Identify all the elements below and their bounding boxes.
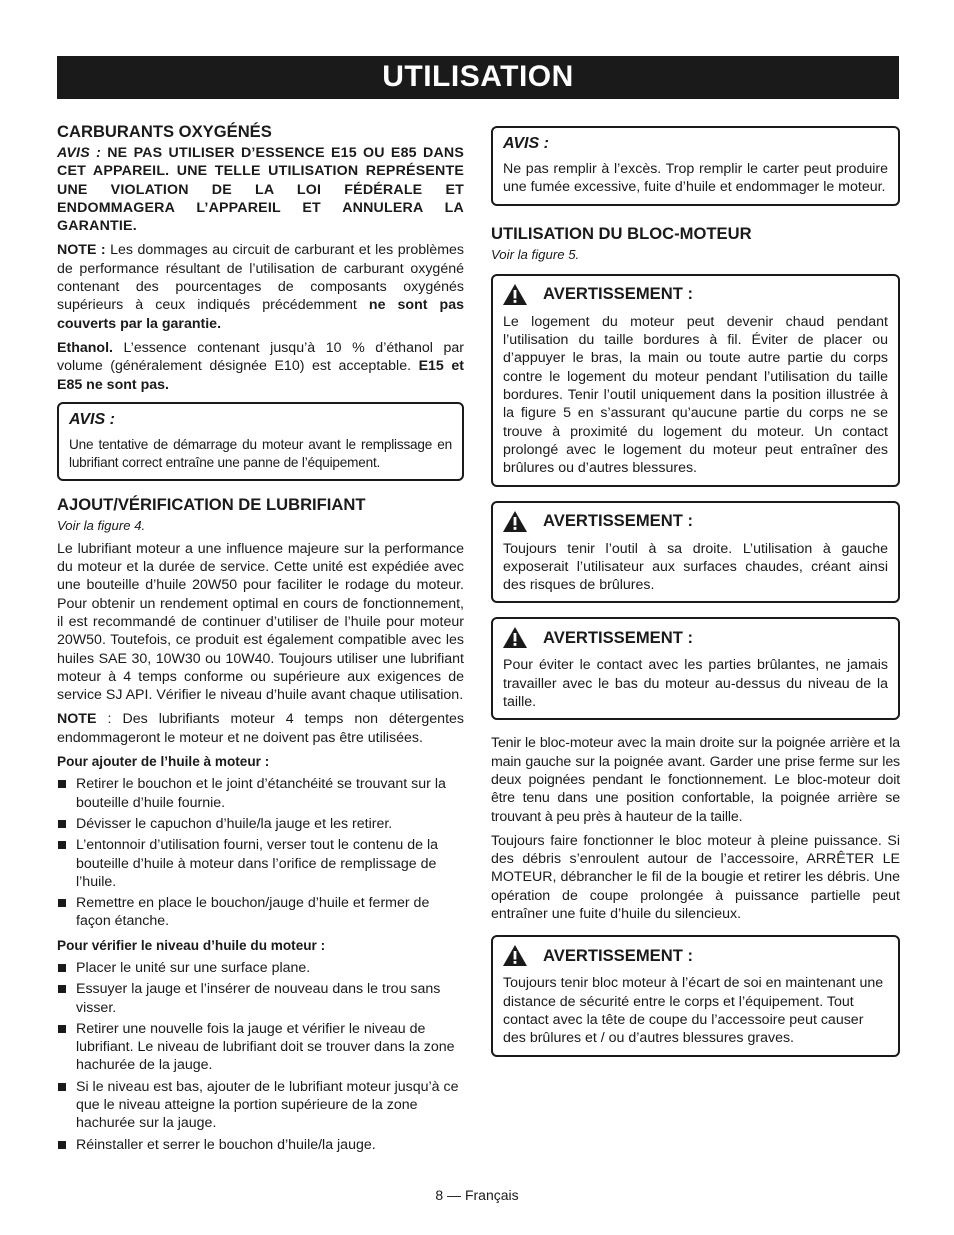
avis-fuel-warning bbox=[57, 144, 464, 235]
section-heading-lubrifiant: AJOUT/VÉRIFICATION DE LUBRIFIANT bbox=[57, 495, 366, 515]
avis-box-title: AVIS : bbox=[69, 410, 115, 428]
note-detergent bbox=[57, 710, 464, 747]
handling-paragraph: Tenir le bloc-moteur avec la main droite sur la poignée arrière et la main gauche sur la poignée avant. Garder une prise ferme sur les deux poignées pendant le fonctionnement. Le bloc-moteur doit être tenu dans une position confortable, la poignée arrière se trouvant à peu près à hauteur de la taille. bbox=[491, 735, 900, 825]
ethanol-bold: E15 et E85 ne sont pas. bbox=[57, 358, 464, 393]
warning-icon bbox=[503, 284, 527, 305]
note-text: : Des lubrifiants moteur 4 temps non détergentes endommageront le moteur et ne doivent pas être utilisées. bbox=[57, 711, 464, 746]
note-paragraph bbox=[57, 241, 464, 332]
note-label: NOTE : bbox=[57, 242, 106, 259]
list-item: Dévisser le capuchon d’huile/la jauge et les retirer. bbox=[57, 815, 464, 833]
warning-box-2 bbox=[491, 501, 900, 604]
check-oil-list bbox=[57, 959, 464, 1154]
figure-ref: Voir la figure 4. bbox=[57, 518, 146, 534]
warning-title bbox=[503, 511, 888, 532]
warning-title bbox=[503, 284, 888, 305]
list-item: Si le niveau est bas, ajouter de le lubrifiant moteur jusqu’à ce que le niveau atteigne la portion supérieure de la zone hachurée sur la jauge. bbox=[57, 1078, 464, 1133]
warning-icon bbox=[503, 511, 527, 532]
list-item: Placer le unité sur une surface plane. bbox=[57, 959, 464, 977]
warning-title bbox=[503, 627, 888, 648]
right-column bbox=[491, 126, 900, 1071]
list-item: Retirer le bouchon et le joint d’étanchéité se trouvant sur la bouteille d’huile fournie. bbox=[57, 775, 464, 812]
power-paragraph: Toujours faire fonctionner le bloc moteur à pleine puissance. Si des débris s’enroulent autour de l’accessoire, ARRÊTER LE MOTEUR, débrancher le fil de la bougie et retirer les débris. Une opération de coupe prolongée à puissance partielle peut entraîner une fuite d’huile du silencieux. bbox=[491, 832, 900, 923]
list-item: Réinstaller et serrer le bouchon d’huile/la jauge. bbox=[57, 1136, 464, 1154]
avis-text: NE PAS UTILISER D’ESSENCE E15 OU E85 DANS CET APPAREIL. UNE TELLE UTILISATION REPRÉSENTE UNE VIOLATION DE LA LOI FÉDÉRALE ET ENDOMMAGERA L’APPAREIL ET ANNULERA LA GARANTIE. bbox=[57, 145, 464, 235]
check-oil-heading: Pour vérifier le niveau d’huile du moteur : bbox=[57, 937, 326, 953]
page-footer bbox=[0, 1186, 954, 1204]
warning-label: AVERTISSEMENT : bbox=[543, 945, 693, 965]
warning-label: AVERTISSEMENT : bbox=[543, 627, 693, 647]
page-number: 8 — Français bbox=[435, 1187, 519, 1203]
warning-text: Le logement du moteur peut devenir chaud pendant l’utilisation du taille bordures à fil. Éviter de placer ou d’appuyer le bras, la main ou toute autre partie du corps contre le logement du moteur pendant l’utilisation du taille bordures. Tenir l’outil uniquement dans la position illustrée à la figure 5 en s’assurant qu’aucune partie du corps ne se trouve à proximité du logement du moteur. Un contact prolongé avec le logement du moteur peut entraîner des brûlures ou d’autres blessures. bbox=[503, 313, 888, 477]
page-title: UTILISATION bbox=[382, 60, 574, 94]
warning-icon bbox=[503, 945, 527, 966]
ethanol-paragraph bbox=[57, 339, 464, 394]
ethanol-text: L’essence contenant jusqu’à 10 % d’éthanol par volume (généralement désignée E10) est acceptable. bbox=[57, 339, 464, 375]
avis-box-title: AVIS : bbox=[503, 135, 549, 152]
page-banner bbox=[57, 56, 899, 99]
list-item: Retirer une nouvelle fois la jauge et vérifier le niveau de lubrifiant. Le niveau de lubrifiant doit se trouver dans la zone hachurée de la jauge. bbox=[57, 1020, 464, 1075]
note-bold: ne sont pas couverts par la garantie. bbox=[57, 297, 464, 332]
section-heading-carburants: CARBURANTS OXYGÉNÉS bbox=[57, 122, 272, 141]
add-oil-heading: Pour ajouter de l’huile à moteur : bbox=[57, 754, 270, 770]
add-oil-list bbox=[57, 775, 464, 930]
section-heading-bloc-moteur: UTILISATION DU BLOC-MOTEUR bbox=[491, 223, 752, 243]
list-item: Remettre en place le bouchon/jauge d’huile et fermer de façon étanche. bbox=[57, 894, 464, 931]
list-item: L’entonnoir d’utilisation fourni, verser tout le contenu de la bouteille d’huile à moteur dans l’orifice de remplissage de l’huile. bbox=[57, 836, 464, 891]
avis-box-text: Ne pas remplir à l’excès. Trop remplir le carter peut produire une fumée excessive, fuite d’huile et endommager le moteur. bbox=[503, 161, 888, 196]
note-text: Les dommages au circuit de carburant et les problèmes de performance résultant de l’utilisation de carburant oxygéné contenant des pourcentages de composants oxygénés supérieurs à ceux indiqués précédemment bbox=[57, 242, 464, 314]
avis-box-overfill bbox=[491, 126, 900, 206]
avis-box-text: Une tentative de démarrage du moteur avant le remplissage en lubrifiant correct entraîne une panne de l’équipement. bbox=[69, 436, 452, 471]
warning-label: AVERTISSEMENT : bbox=[543, 511, 693, 531]
warning-text: Toujours tenir l’outil à sa droite. L’utilisation à gauche exposerait l’utilisateur aux surfaces chaudes, créant ainsi des risques de brûlures. bbox=[503, 540, 888, 594]
warning-icon bbox=[503, 627, 527, 648]
avis-label: AVIS : bbox=[57, 145, 102, 161]
lubricant-paragraph: Le lubrifiant moteur a une influence majeure sur la performance du moteur et la durée de service. Cette unité est expédiée avec une bouteille d’huile 20W50 pour faciliter le rodage du moteur. Pour obtenir un rendement optimal en cours de fonctionnement, il est recommandé de continuer d’utiliser de l’huile pour moteur 20W50. Toutefois, ce produit est également compatible avec les huiles SAE 30, 10W30 ou 10W40. Toujours utiliser une lubrifiant moteur à 4 temps conforme ou supérieure aux exigences de service SJ API. Vérifier le niveau d’huile avant chaque utilisation. bbox=[57, 540, 464, 704]
warning-label: AVERTISSEMENT : bbox=[543, 284, 693, 304]
warning-text: Toujours tenir bloc moteur à l’écart de soi en maintenant une distance de sécurité entre le corps et l’équipement. Tout contact avec la tête de coupe du l’accessoire peut causer des brûlures et / ou d’autres blessures graves. bbox=[503, 975, 884, 1047]
note-label: NOTE bbox=[57, 711, 97, 728]
warning-title bbox=[503, 945, 888, 966]
left-column bbox=[57, 122, 464, 1160]
avis-box-lubricant bbox=[57, 402, 464, 482]
ethanol-label: Ethanol. bbox=[57, 339, 113, 356]
warning-box-3 bbox=[491, 617, 900, 720]
figure-ref: Voir la figure 5. bbox=[491, 246, 580, 262]
warning-text: Pour éviter le contact avec les parties brûlantes, ne jamais travailler avec le bas du moteur au-dessus du niveau de la taille. bbox=[503, 657, 888, 711]
warning-box-1 bbox=[491, 274, 900, 487]
warning-box-4 bbox=[491, 935, 900, 1056]
list-item: Essuyer la jauge et l’insérer de nouveau dans le trou sans visser. bbox=[57, 980, 464, 1017]
